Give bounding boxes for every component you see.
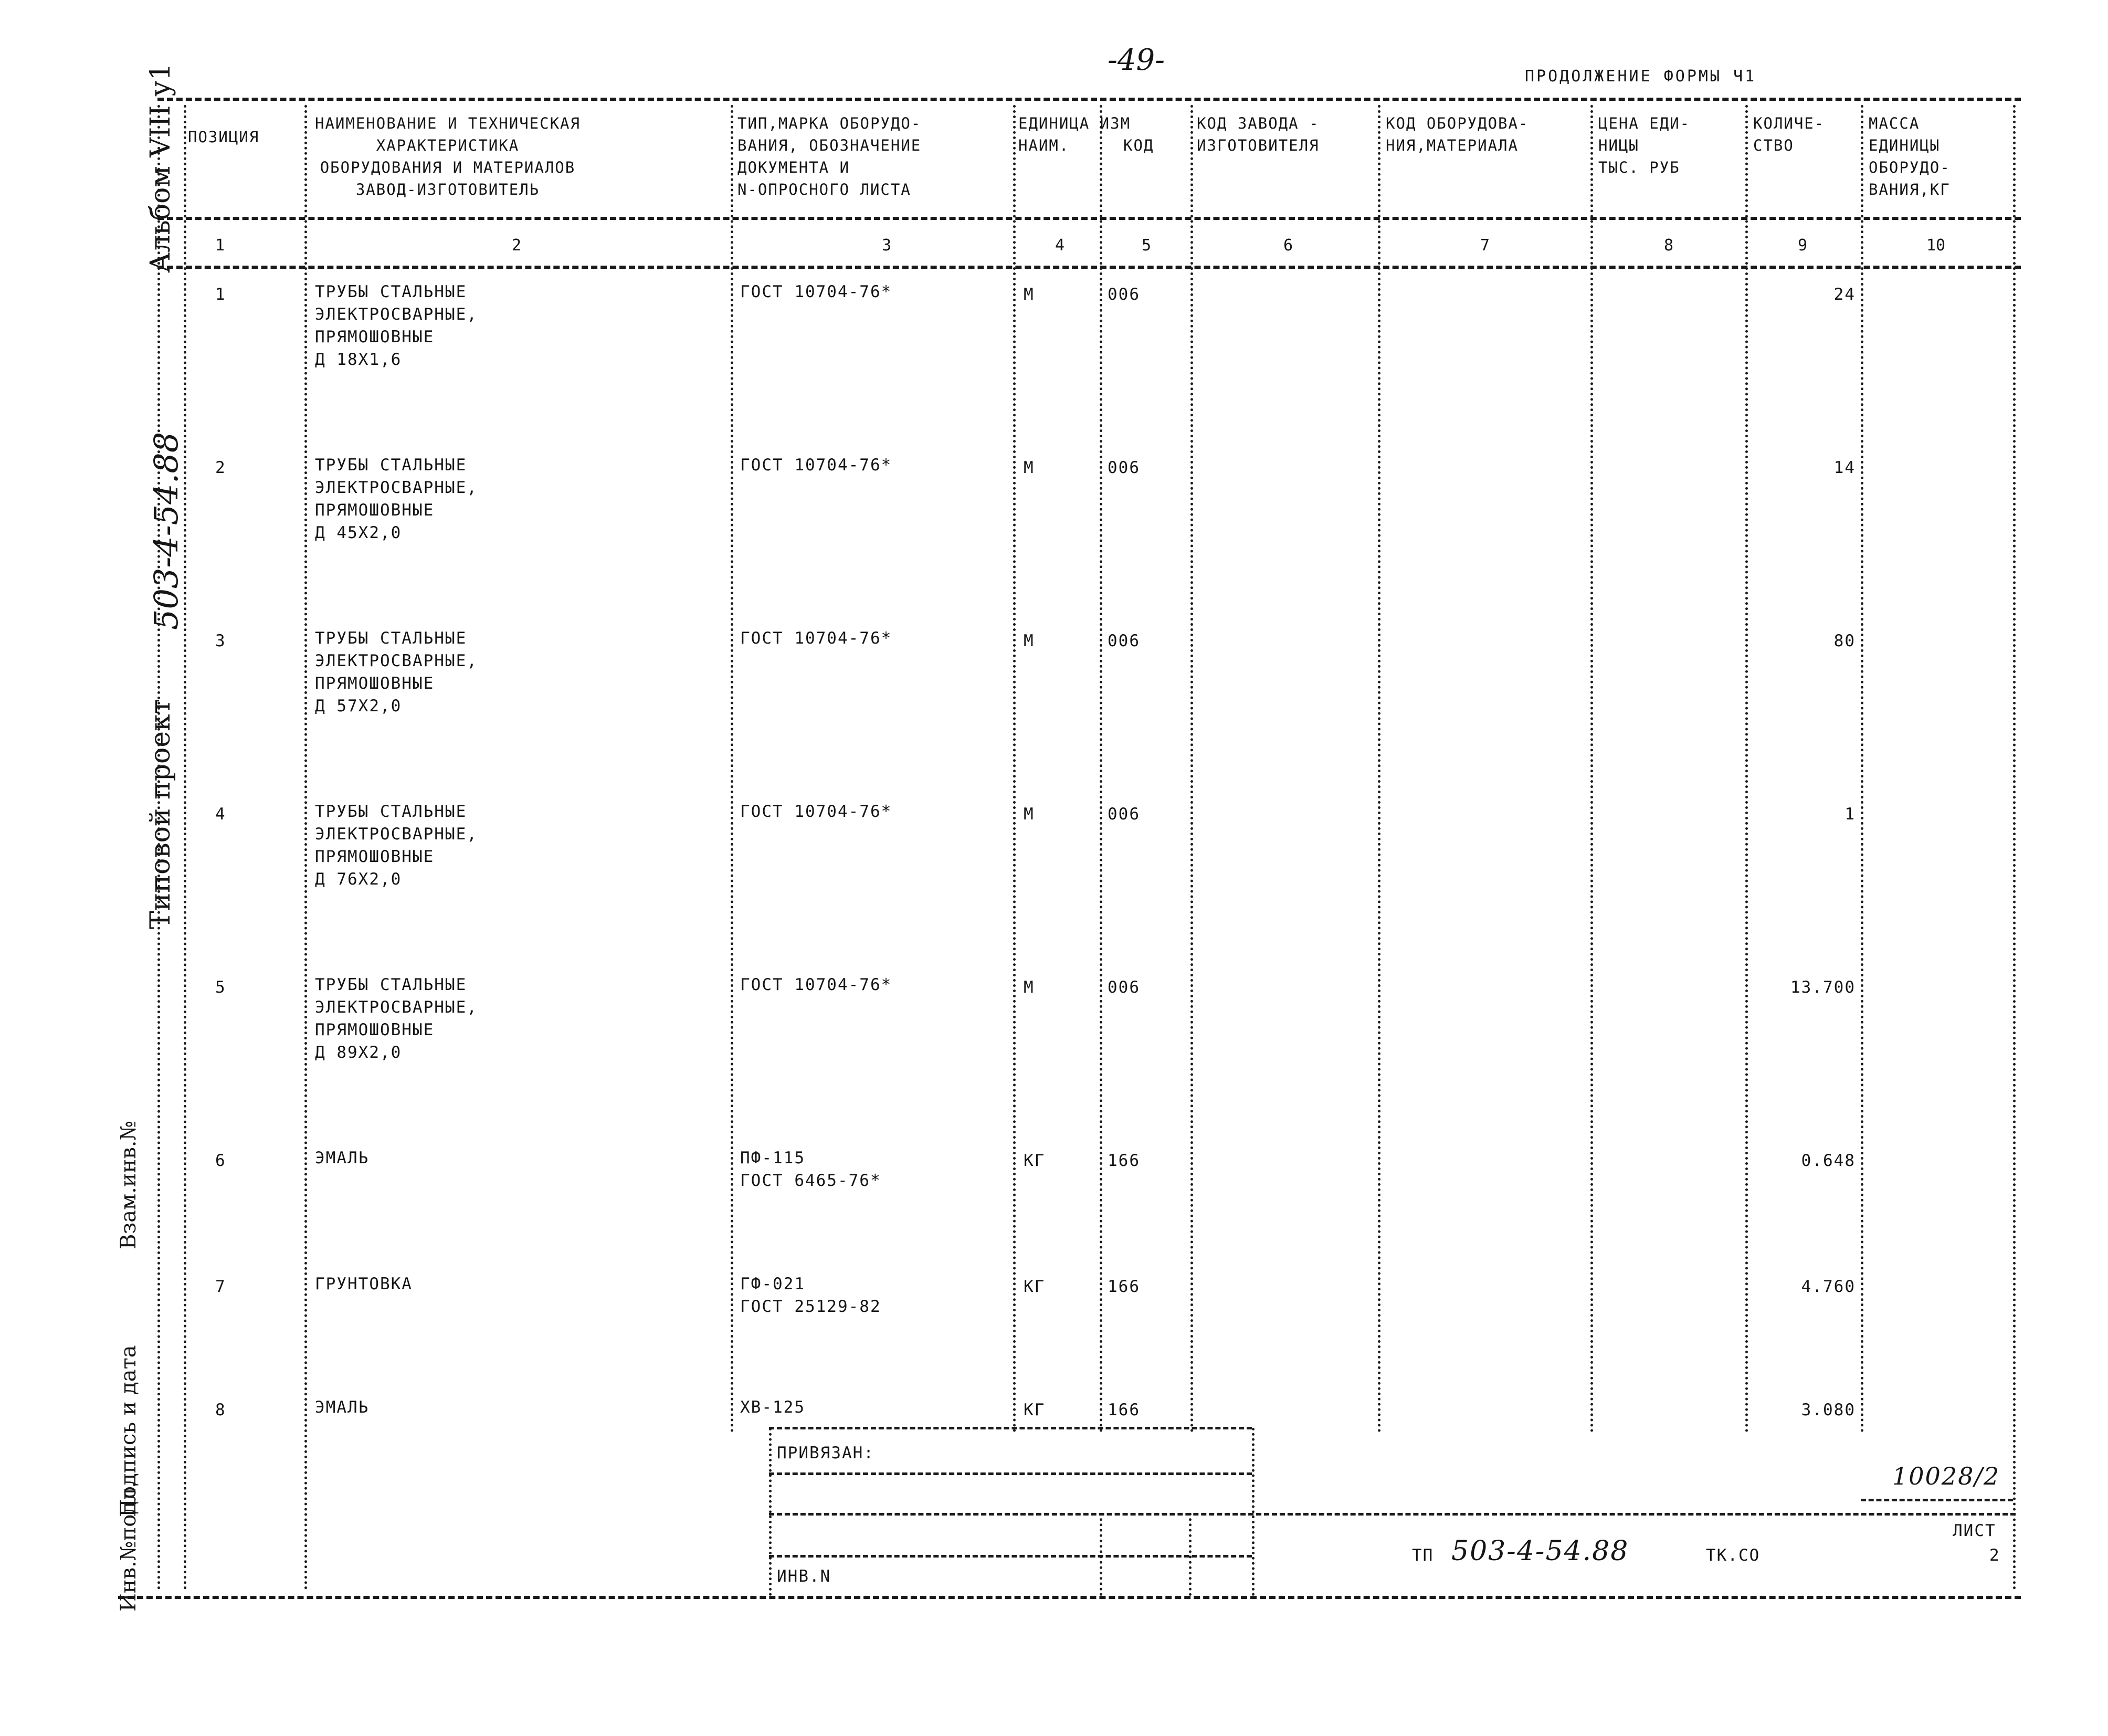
col-sep-8 [1590, 105, 1593, 1433]
row-6-code: 166 [1108, 1151, 1140, 1170]
stamp-rule-sheet [1861, 1499, 2013, 1501]
row-8-doc: ХВ-125 [740, 1398, 805, 1417]
album-label: Альбом VIII у1 [145, 63, 176, 273]
row-6-pos: 6 [215, 1151, 226, 1170]
col-sep-6 [1190, 105, 1193, 1433]
row-7-unit: КГ [1024, 1277, 1046, 1296]
stamp-inv-label: Инв.№подл. [117, 1481, 141, 1612]
row-1-unit: М [1024, 285, 1035, 304]
row-6-qty: 0.648 [1801, 1151, 1856, 1170]
row-7-code: 166 [1108, 1277, 1140, 1296]
colnum-1: 1 [215, 236, 225, 255]
col-sep-3 [731, 105, 733, 1433]
stamp-replacement-label: Взам.инв.№ [117, 1120, 141, 1249]
colnum-10: 10 [1926, 236, 1946, 255]
row-6-name: ЭМАЛЬ [315, 1149, 370, 1167]
row-1-name: ТРУБЫ СТАЛЬНЫЕ ЭЛЕКТРОСВАРНЫЕ, ПРЯМОШОВНЫЕ Д 18Х1,6 [315, 282, 478, 369]
row-1-doc: ГОСТ 10704-76* [740, 282, 892, 301]
row-4-name: ТРУБЫ СТАЛЬНЫЕ ЭЛЕКТРОСВАРНЫЕ, ПРЯМОШОВНЫЕ Д 76Х2,0 [315, 802, 478, 889]
col-sep-left [157, 105, 160, 1591]
row-7-qty: 4.760 [1801, 1277, 1856, 1296]
row-2-code: 006 [1108, 458, 1140, 477]
project-code-label: 503-4-54.88 [147, 432, 185, 630]
colnum-4: 4 [1055, 236, 1065, 255]
row-1-pos: 1 [215, 285, 226, 304]
sheet-number: 2 [1989, 1546, 2000, 1565]
row-5-unit: М [1024, 978, 1035, 997]
stamp-rule-3 [769, 1513, 2016, 1516]
colnum-9: 9 [1798, 236, 1808, 255]
row-1-code: 006 [1108, 285, 1140, 304]
row-5-doc: ГОСТ 10704-76* [740, 975, 892, 994]
col-sep-5 [1100, 105, 1102, 1433]
stamp-rule-4 [769, 1555, 1252, 1558]
header-col-9: КОЛИЧЕ- СТВО [1753, 114, 1825, 154]
row-4-qty: 1 [1844, 805, 1856, 824]
header-col-1: ПОЗИЦИЯ [188, 128, 260, 146]
row-8-qty: 3.080 [1801, 1401, 1856, 1419]
header-col-2: НАИМЕНОВАНИЕ И ТЕХНИЧЕСКАЯ ХАРАКТЕРИСТИКА ОБОРУДОВАНИЯ И МАТЕРИАЛОВ ЗАВОД-ИЗГОТОВИТЕЛЬ [315, 114, 581, 198]
inventory-number: 10028/2 [1892, 1462, 2000, 1490]
continuation-label: ПРОДОЛЖЕНИЕ ФОРМЫ Ч1 [1525, 67, 1757, 86]
colnum-2: 2 [512, 236, 522, 255]
col-sep-1 [184, 105, 186, 1591]
header-rule [157, 217, 2021, 220]
row-1-qty: 24 [1833, 285, 1856, 304]
stamp-rule-1 [769, 1427, 1252, 1429]
colnum-7: 7 [1480, 236, 1490, 255]
row-4-code: 006 [1108, 805, 1140, 824]
doc-number: 503-4-54.88 [1451, 1535, 1629, 1567]
row-4-pos: 4 [215, 805, 226, 824]
table-bottom-rule [118, 1596, 2021, 1599]
row-5-code: 006 [1108, 978, 1140, 997]
row-2-qty: 14 [1833, 458, 1856, 477]
privyazan-label: ПРИВЯЗАН: [777, 1444, 874, 1463]
row-8-unit: КГ [1024, 1401, 1046, 1419]
inv-label: ИНВ.N [777, 1567, 831, 1586]
header-col-3: ТИП,МАРКА ОБОРУДО- ВАНИЯ, ОБОЗНАЧЕНИЕ ДОКУМЕНТА И N-ОПРОСНОГО ЛИСТА [737, 114, 922, 198]
row-3-doc: ГОСТ 10704-76* [740, 629, 892, 648]
row-3-unit: М [1024, 632, 1035, 650]
col-sep-right [2013, 105, 2016, 1591]
colnum-8: 8 [1664, 236, 1674, 255]
row-4-doc: ГОСТ 10704-76* [740, 802, 892, 821]
row-6-unit: КГ [1024, 1151, 1046, 1170]
header-col-10: МАССА ЕДИНИЦЫ ОБОРУДО- ВАНИЯ,КГ [1869, 114, 1951, 198]
project-label: Типовой проект [145, 699, 176, 929]
colnum-5: 5 [1142, 236, 1152, 255]
row-8-name: ЭМАЛЬ [315, 1398, 370, 1417]
table-top-rule [157, 98, 2021, 101]
row-2-doc: ГОСТ 10704-76* [740, 456, 892, 475]
row-3-qty: 80 [1833, 632, 1856, 650]
header-col-8: ЦЕНА ЕДИ- НИЦЫ ТЫС. РУБ [1598, 114, 1691, 176]
row-5-pos: 5 [215, 978, 226, 997]
colnum-3: 3 [882, 236, 892, 255]
header-col-6: КОД ЗАВОДА - ИЗГОТОВИТЕЛЯ [1197, 114, 1320, 154]
col-sep-10 [1861, 105, 1863, 1433]
row-8-pos: 8 [215, 1401, 226, 1419]
doc-prefix: ТП [1412, 1546, 1434, 1565]
row-4-unit: М [1024, 805, 1035, 824]
row-3-code: 006 [1108, 632, 1140, 650]
row-5-name: ТРУБЫ СТАЛЬНЫЕ ЭЛЕКТРОСВАРНЫЕ, ПРЯМОШОВНЫЕ Д 89Х2,0 [315, 975, 478, 1062]
row-2-name: ТРУБЫ СТАЛЬНЫЕ ЭЛЕКТРОСВАРНЫЕ, ПРЯМОШОВНЫЕ Д 45Х2,0 [315, 456, 478, 542]
row-6-doc: ПФ-115 ГОСТ 6465-76* [740, 1149, 881, 1190]
stamp-sep-left [769, 1428, 772, 1596]
col-sep-4 [1013, 105, 1016, 1433]
col-sep-7 [1378, 105, 1380, 1433]
row-2-pos: 2 [215, 458, 226, 477]
header-col-5: КОД [1123, 136, 1154, 154]
row-2-unit: М [1024, 458, 1035, 477]
row-7-doc: ГФ-021 ГОСТ 25129-82 [740, 1275, 881, 1316]
header-col-4: ЕДИНИЦА ИЗМ НАИМ. [1018, 114, 1131, 154]
row-3-name: ТРУБЫ СТАЛЬНЫЕ ЭЛЕКТРОСВАРНЫЕ, ПРЯМОШОВНЫЕ Д 57Х2,0 [315, 629, 478, 716]
row-7-pos: 7 [215, 1277, 226, 1296]
stamp-sep-right [1252, 1428, 1255, 1596]
header-col-7: КОД ОБОРУДОВА- НИЯ,МАТЕРИАЛА [1386, 114, 1529, 154]
stamp-sep-b [1189, 1513, 1192, 1596]
doc-suffix: ТК.СО [1706, 1546, 1761, 1565]
colnum-rule [157, 266, 2021, 269]
page-number: -49- [1108, 43, 1165, 77]
col-sep-2 [304, 105, 307, 1591]
row-3-pos: 3 [215, 632, 226, 650]
stamp-rule-2 [769, 1472, 1252, 1475]
row-7-name: ГРУНТОВКА [315, 1275, 413, 1293]
stamp-signature-label: Подпись и дата [117, 1345, 141, 1517]
col-sep-9 [1745, 105, 1748, 1433]
colnum-6: 6 [1283, 236, 1293, 255]
row-8-code: 166 [1108, 1401, 1140, 1419]
sheet-label: ЛИСТ [1953, 1521, 1996, 1540]
stamp-sep-a [1100, 1513, 1102, 1596]
row-5-qty: 13.700 [1790, 978, 1856, 997]
